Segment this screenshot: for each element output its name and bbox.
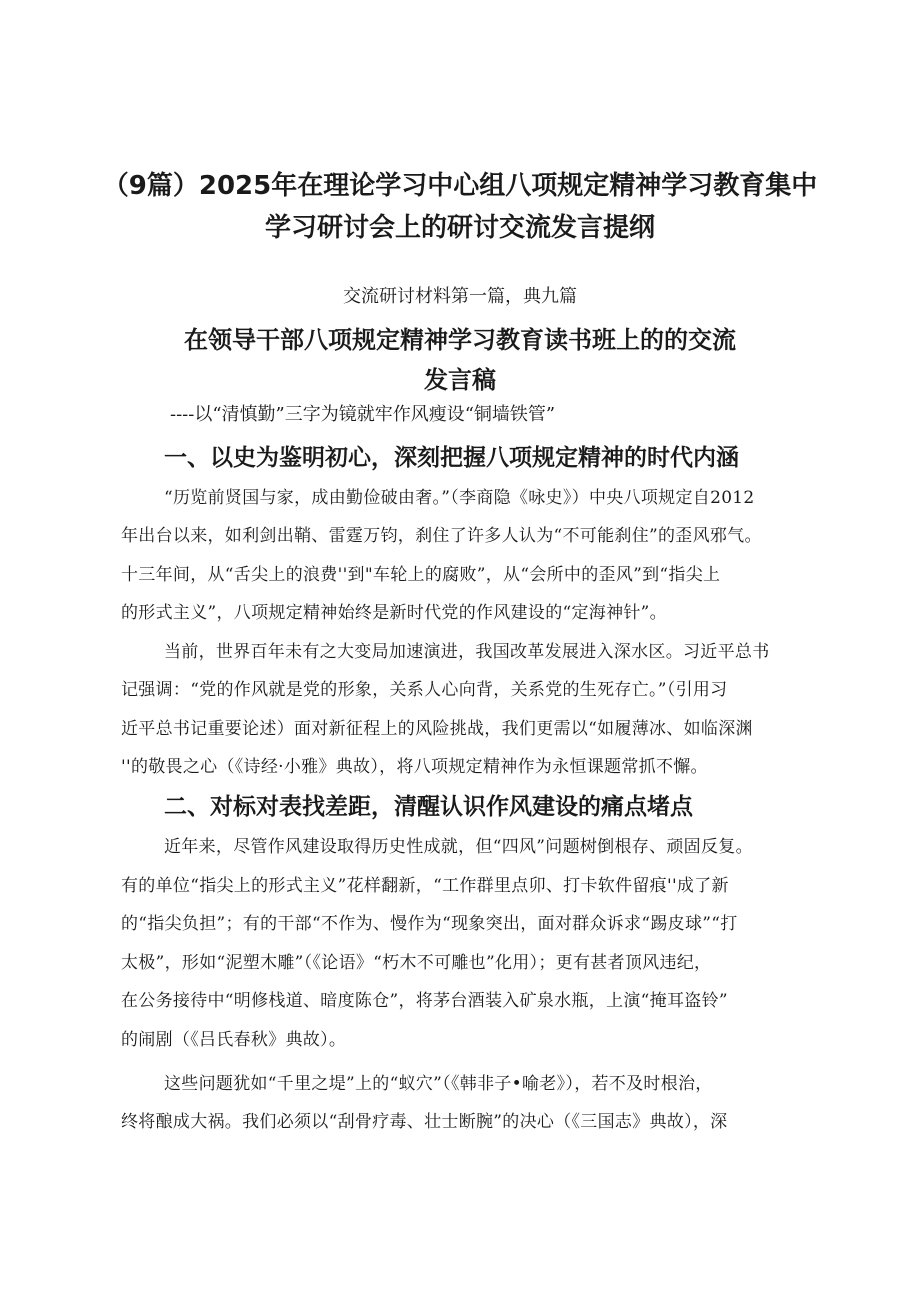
speech-title-line: 在领导干部八项规定精神学习教育读书班上的的交流 xyxy=(184,326,736,354)
title-line: 学习研讨会上的研讨交流发言提纲 xyxy=(264,213,655,243)
speech-subtitle: ----以“清慎勤”三字为镜就牢作风瘦设“铜墙铁管” xyxy=(170,404,556,425)
paragraph-line: 当前，世界百年未有之大变局加速演进，我国改革发展进入深水区。习近平总书 xyxy=(164,642,770,662)
paragraph-line: 的形式主义”，八项规定精神始终是新时代党的作风建设的“定海神针”。 xyxy=(121,603,667,623)
paragraph-line: 十三年间，从“舌尖上的浪费''到"车轮上的腐败”，从“会所中的歪风”到“指尖上 xyxy=(121,565,721,585)
paragraph-line: 终将酿成大祸。我们必须以“刮骨疗毒、壮士断腕”的决心（《三国志》典故），深 xyxy=(121,1112,728,1132)
paragraph-line: 这些问题犹如“千里之堤”上的“蚁穴”（《韩非子•喻老》），若不及时根治， xyxy=(164,1074,713,1094)
paragraph-line: 近平总书记重要论述）面对新征程上的风险挑战，我们更需以“如履薄冰、如临深渊 xyxy=(121,719,753,739)
document-title xyxy=(80,165,840,249)
paragraph-line: 的闹剧（《吕氏春秋》典故）。 xyxy=(121,1030,347,1050)
speech-title-line: 发言稿 xyxy=(424,366,496,394)
section-heading: 一、以史为鉴明初心，深刻把握八项规定精神的时代内涵 xyxy=(164,445,739,471)
paragraph-line: 年出台以来，如利剑出鞘、雷霆万钧，刹住了许多人认为“不可能刹住”的歪风邪气。 xyxy=(121,526,762,546)
paragraph-line: 记强调：“党的作风就是党的形象，关系人心向背，关系党的生死存亡。”（引用习 xyxy=(121,680,728,700)
speech-title xyxy=(140,320,780,400)
paragraph-line: 太极”，形如“泥塑木雕”（《论语》“朽木不可雕也”化用）；更有甚者顶风违纪， xyxy=(121,953,712,973)
paragraph-line: 近年来，尽管作风建设取得历史性成就，但“四风”问题树倒根存、顽固反复。 xyxy=(164,837,753,857)
series-label: 交流研讨材料第一篇，典九篇 xyxy=(343,286,577,307)
paragraph-line: “历览前贤国与家，成由勤俭破由奢。”（李商隐《咏史》）中央八项规定自2012 xyxy=(164,488,755,508)
paragraph-line: ''的敬畏之心（《诗经·小雅》典故），将八项规定精神作为永恒课题常抓不懈。 xyxy=(121,757,708,777)
title-line: （9篇）2025年在理论学习中心组八项规定精神学习教育集中 xyxy=(102,171,818,201)
paragraph-line: 的“指尖负担”；有的干部“不作为、慢作为“现象突出，面对群众诉求“踢皮球”“打 xyxy=(121,914,738,934)
paragraph-line: 有的单位“指尖上的形式主义”花样翻新，“工作群里点卯、打卡软件留痕''成了新 xyxy=(121,876,729,896)
section-heading: 二、对标对表找差距，清醒认识作风建设的痛点堵点 xyxy=(164,794,693,820)
paragraph-line: 在公务接待中“明修栈道、暗度陈仓”，将茅台酒装入矿泉水瓶，上演“掩耳盗铃” xyxy=(121,991,728,1011)
